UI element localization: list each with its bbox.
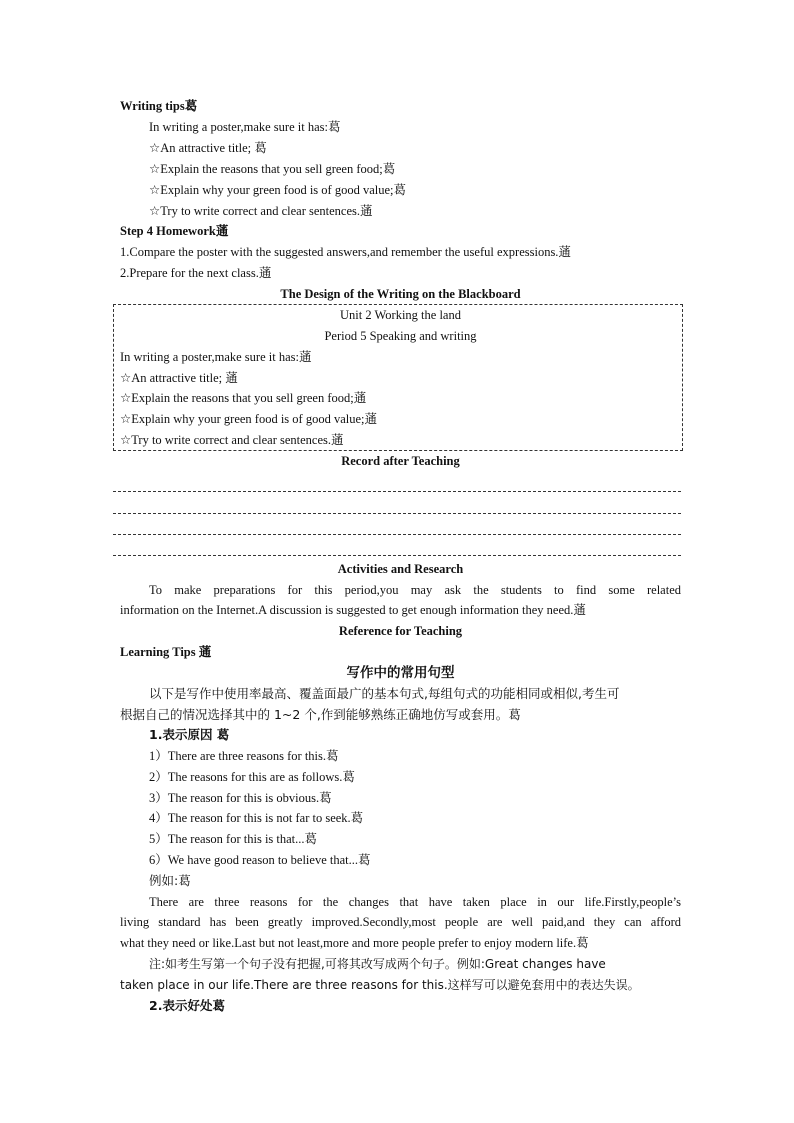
- blackboard-item: ☆Try to write correct and clear sentences.蓪: [120, 433, 344, 447]
- chinese-paragraph-line: 根据自己的情况选择其中的 1~2 个,作到能够熟练正确地仿写或套用。葛: [120, 707, 521, 722]
- note-text-line: taken place in our life.There are three reasons for this.这样写可以避免套用中的表达失误。: [120, 978, 640, 992]
- blackboard-period: Period 5 Speaking and writing: [324, 329, 477, 343]
- writing-tips-heading: Writing tips葛: [120, 99, 198, 113]
- writing-tips-intro: In writing a poster,make sure it has:葛: [149, 120, 341, 134]
- example-text-line: what they need or like.Last but not least,more and more people prefer to enjoy modern life.葛: [120, 936, 589, 950]
- reason-item: 3）The reason for this is obvious.葛: [149, 791, 332, 805]
- record-line: [113, 555, 681, 556]
- reason-item: 5）The reason for this is that...葛: [149, 832, 318, 846]
- chinese-title: 写作中的常用句型: [346, 665, 455, 681]
- blackboard-item: ☆Explain the reasons that you sell green food;蓪: [120, 391, 367, 405]
- note-text-line: 注:如考生写第一个句子没有把握,可将其改写成两个句子。例如:Great changes have: [149, 957, 606, 971]
- chinese-paragraph-line: 以下是写作中使用率最高、覆盖面最广的基本句式,每组句式的功能相同或相似,考生可: [149, 686, 620, 701]
- record-heading: Record after Teaching: [341, 454, 460, 468]
- blackboard-item: ☆Explain why your green food is of good value;蓪: [120, 412, 377, 426]
- homework-heading: Step 4 Homework蓪: [120, 224, 229, 238]
- record-line: [113, 513, 681, 514]
- blackboard-intro: In writing a poster,make sure it has:蓪: [120, 350, 312, 364]
- writing-tip-item: ☆Try to write correct and clear sentences.蓪: [149, 204, 373, 218]
- homework-item: 2.Prepare for the next class.蓪: [120, 266, 272, 280]
- reason-item: 2）The reasons for this are as follows.葛: [149, 770, 355, 784]
- writing-tip-item: ☆Explain why your green food is of good value;葛: [149, 183, 406, 197]
- blackboard-unit: Unit 2 Working the land: [340, 308, 461, 322]
- reason-item: 6）We have good reason to believe that...葛: [149, 853, 371, 867]
- example-label: 例如:葛: [149, 873, 191, 888]
- record-line: [113, 534, 681, 535]
- activities-text-line: To make preparations for this period,you may ask the students to find some related: [149, 583, 681, 597]
- section-2-heading: 2.表示好处葛: [149, 998, 225, 1013]
- reason-item: 4）The reason for this is not far to seek.葛: [149, 811, 364, 825]
- reference-heading: Reference for Teaching: [338, 624, 463, 638]
- example-text-line: There are three reasons for the changes that have taken place in our life.Firstly,people’s: [149, 895, 681, 909]
- activities-text-line: information on the Internet.A discussion is suggested to get enough information they need.蓪: [120, 603, 586, 617]
- blackboard-item: ☆An attractive title; 蓪: [120, 371, 238, 385]
- writing-tip-item: ☆An attractive title; 葛: [149, 141, 267, 155]
- homework-item: 1.Compare the poster with the suggested answers,and remember the useful expressions.蓪: [120, 245, 571, 259]
- learning-tips-heading: Learning Tips 蓪: [120, 645, 212, 659]
- reason-item: 1）There are three reasons for this.葛: [149, 749, 339, 763]
- activities-heading: Activities and Research: [337, 562, 464, 576]
- record-line: [113, 491, 681, 492]
- example-text-line: living standard has been greatly improved.Secondly,most people are well paid,and they can afford: [120, 915, 681, 929]
- writing-tip-item: ☆Explain the reasons that you sell green food;葛: [149, 162, 396, 176]
- blackboard-heading: The Design of the Writing on the Blackboard: [280, 287, 521, 301]
- section-1-heading: 1.表示原因 葛: [149, 727, 230, 742]
